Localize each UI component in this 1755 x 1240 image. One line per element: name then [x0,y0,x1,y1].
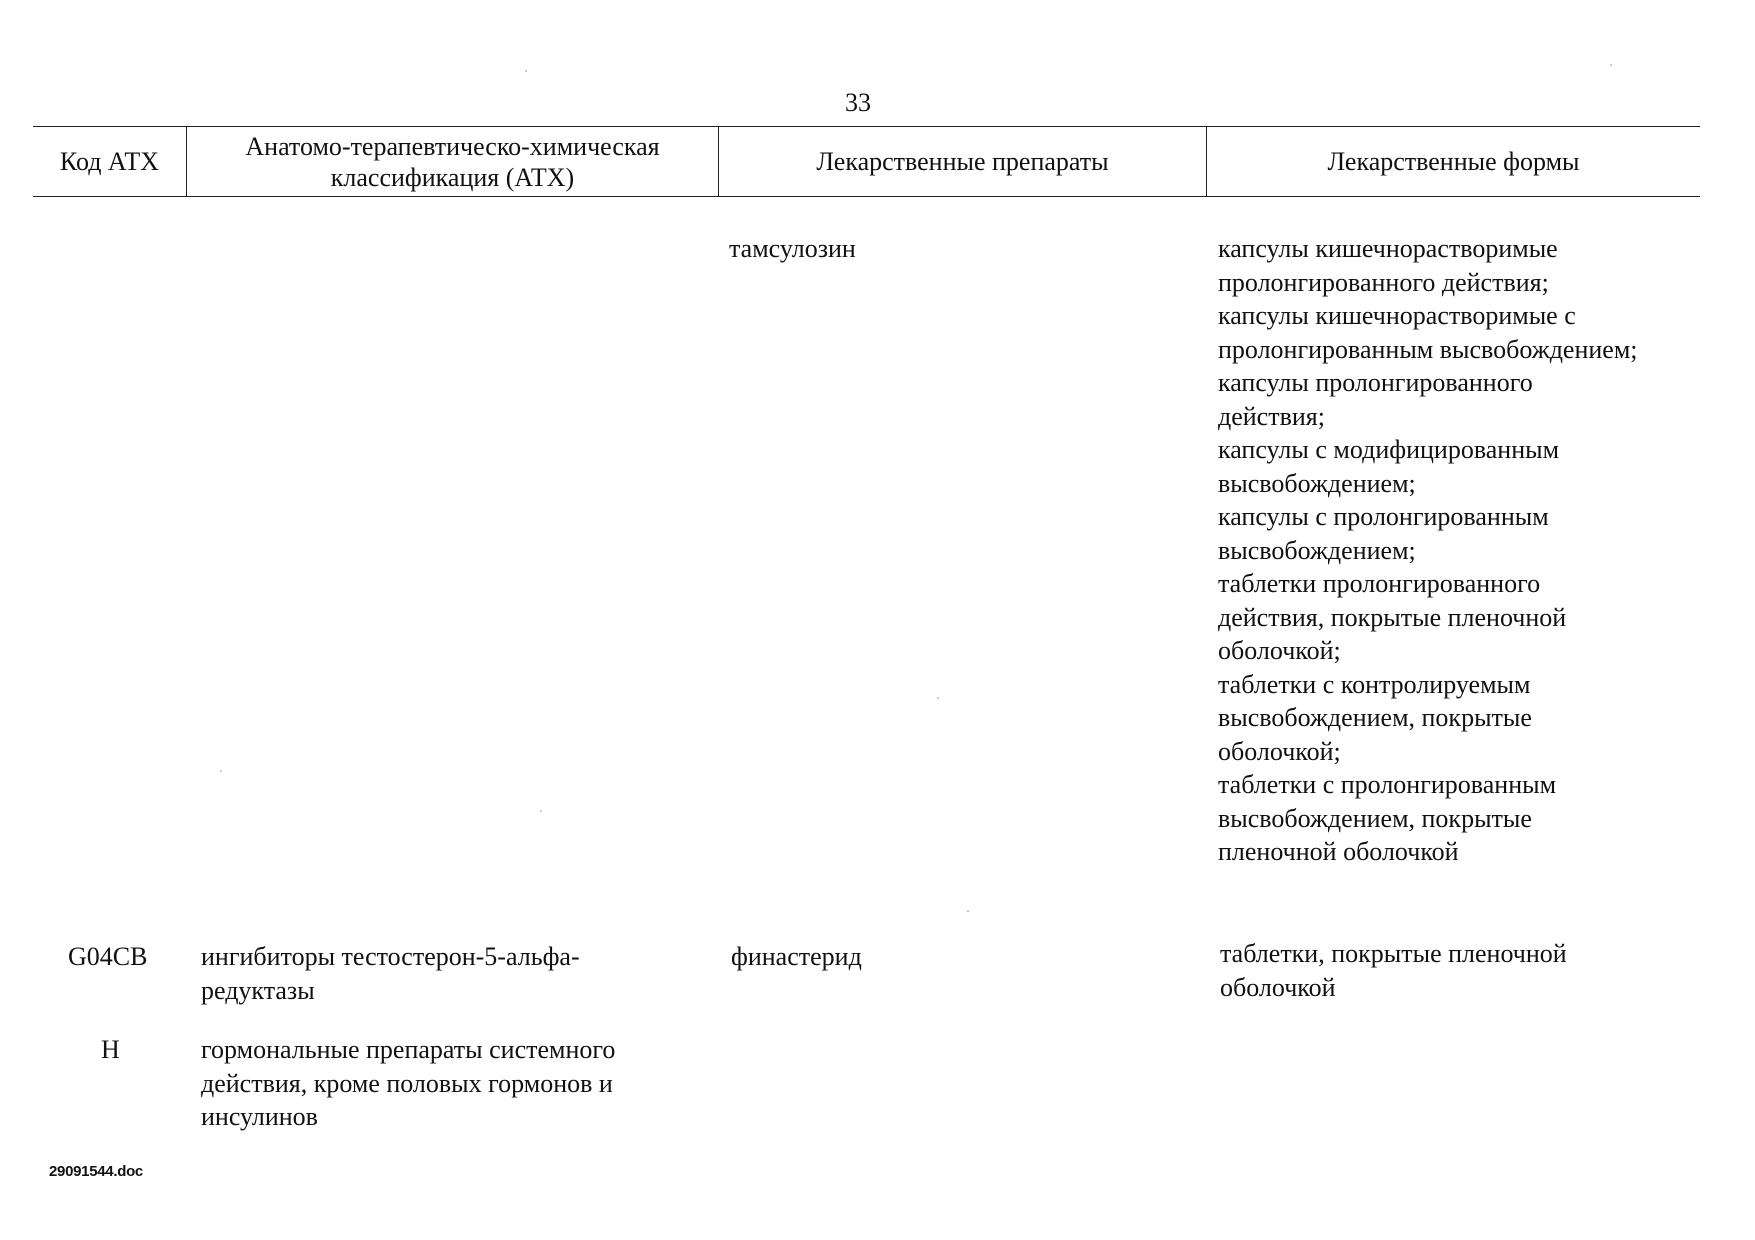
list-item: таблетки пролонгированного действия, покрытые пленочной оболочкой; [1218,569,1567,665]
dosage-forms-list [1220,937,1640,1004]
column-divider [186,127,187,196]
scan-speck [540,810,542,812]
scan-speck [1610,64,1612,66]
atc-code: G04CB [68,942,148,971]
list-item: таблетки с контролируемым высвобождением, покрытые оболочкой; [1218,669,1532,766]
drug-name: финастерид [731,942,862,971]
list-item: капсулы кишечнорастворимые с пролонгированным высвобождением; [1218,301,1638,364]
table-header-bottom-rule [33,196,1700,197]
list-item: капсулы с пролонгированным высвобождением; [1218,502,1549,565]
scan-speck [967,910,969,912]
list-item: капсулы пролонгированного действия; [1218,368,1533,431]
header-drugs: Лекарственные препараты [816,147,1109,176]
page-number: 33 [845,88,871,117]
atc-classification: ингибиторы тестостерон-5-альфа-редуктазы [201,942,580,1005]
dosage-forms-list [1218,232,1648,869]
scan-speck [525,70,527,72]
list-item: капсулы с модифицированным высвобождением; [1218,435,1560,498]
list-item: капсулы кишечнорастворимые пролонгированного действия; [1218,234,1558,297]
list-item: таблетки, покрытые пленочной оболочкой [1220,939,1567,1002]
header-code: Код АТХ [59,147,160,176]
list-item: таблетки с пролонгированным высвобождением, покрытые пленочной оболочкой [1218,770,1557,866]
header-classification: Анатомо-терапевтическо-химическая классификация (АТХ) [245,131,660,192]
atc-code: H [101,1035,120,1064]
scan-speck [220,770,222,772]
document-reference: 29091544.doc [49,1163,143,1180]
atc-classification: гормональные препараты системного действия, кроме половых гормонов и инсулинов [201,1035,616,1131]
header-forms: Лекарственные формы [1327,147,1580,176]
drug-name: тамсулозин [729,234,856,263]
scan-speck [937,697,939,699]
